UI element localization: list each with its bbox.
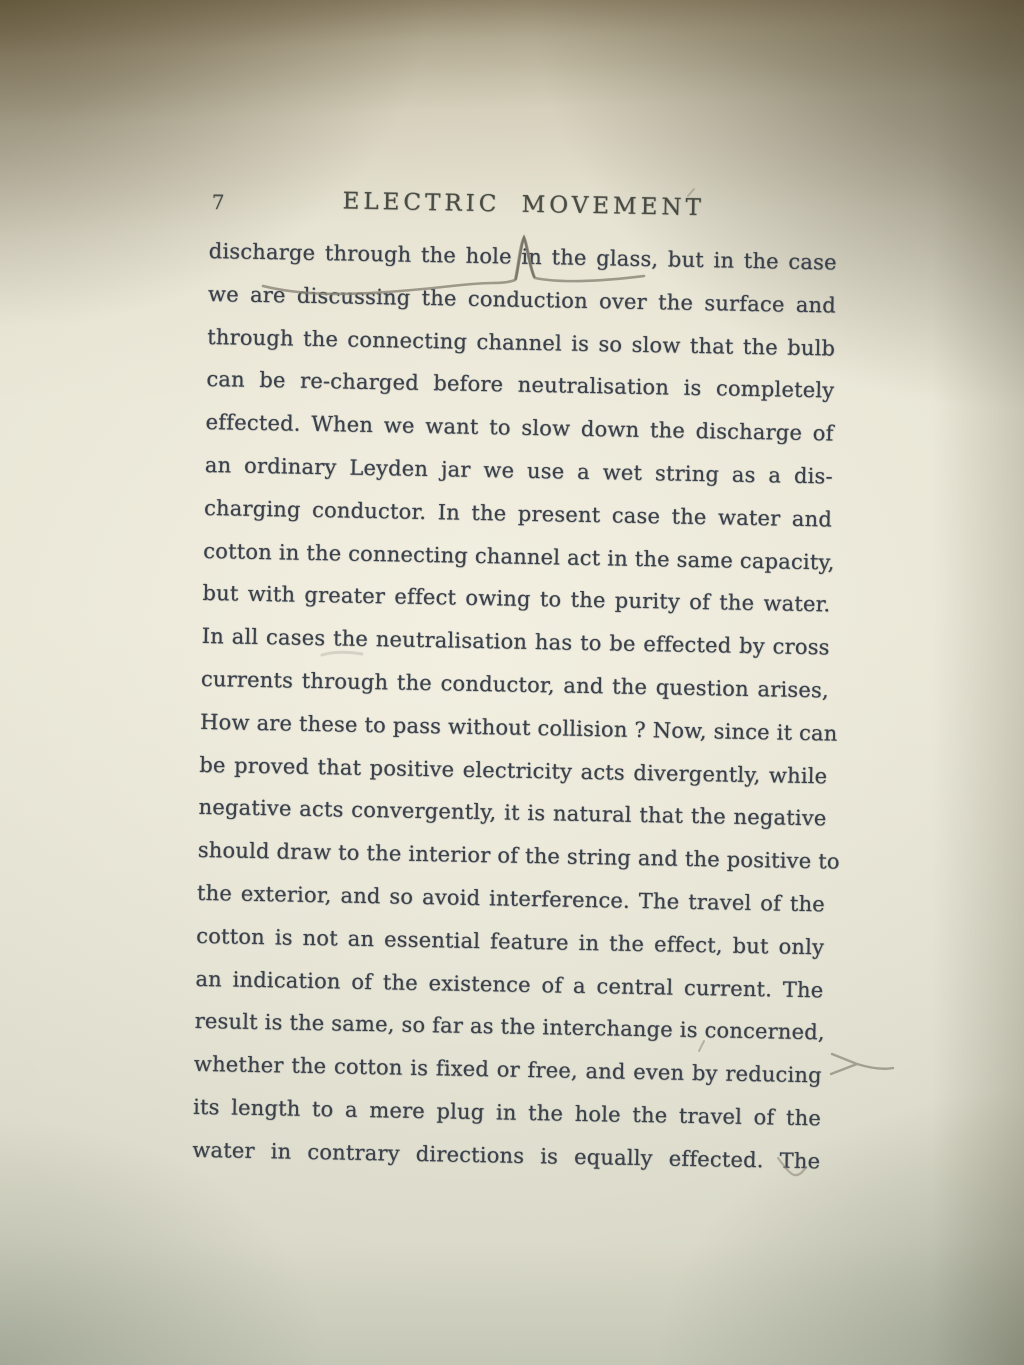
text-line: be proved that positive electricity acts divergently, while <box>199 752 828 788</box>
text-line: discharge through the hole in the glass, but in the case <box>208 238 837 275</box>
text-line: cotton in the connecting channel act in the same capacity, <box>203 538 835 575</box>
page-content <box>192 186 838 1183</box>
text-line: negative acts convergently, it is natural that the negative <box>198 795 827 831</box>
text-line: whether the cotton is fixed or free, and even by reducing <box>193 1051 823 1088</box>
text-line: through the connecting channel is so slow that the bulb <box>207 324 836 361</box>
text-line: its length to a mere plug in the hole the travel of the <box>192 1094 822 1131</box>
text-line: In all cases the neutralisation has to be effected by cross <box>201 624 830 660</box>
pencil-arrow-mark <box>831 1054 893 1074</box>
page-header <box>209 186 837 226</box>
text-line: an ordinary Leyden jar we use a wet string as a dis- <box>204 452 834 489</box>
text-line: an indication of the existence of a central current. The <box>195 966 824 1002</box>
text-line: cotton is not an essential feature in the effect, but only <box>196 923 825 960</box>
text-line: water in contrary directions is equally effected. The <box>192 1137 821 1174</box>
running-title: ELECTRIC MOVEMENT <box>342 188 706 222</box>
text-line: but with greater effect owing to the purity of the water. <box>202 581 831 617</box>
text-block <box>192 230 840 1183</box>
text-line: should draw to the interior of the string and the positive to <box>197 838 840 874</box>
text-line: the exterior, and so avoid interference. The travel of the <box>196 880 826 917</box>
page-number: 7 <box>211 190 225 215</box>
text-line: How are these to pass without collision ? Now, since it can <box>199 709 838 746</box>
text-line: currents through the conductor, and the question arises, <box>200 666 830 703</box>
text-line: can be re-charged before neutralisation is completely <box>206 367 835 403</box>
text-line: effected. When we want to slow down the discharge of <box>205 410 834 446</box>
text-line: result is the same, so far as the interchange is concerned, <box>194 1009 825 1045</box>
text-line: charging conductor. In the present case the water and <box>203 495 833 532</box>
text-line: we are discussing the conduction over the surface and <box>207 281 837 318</box>
